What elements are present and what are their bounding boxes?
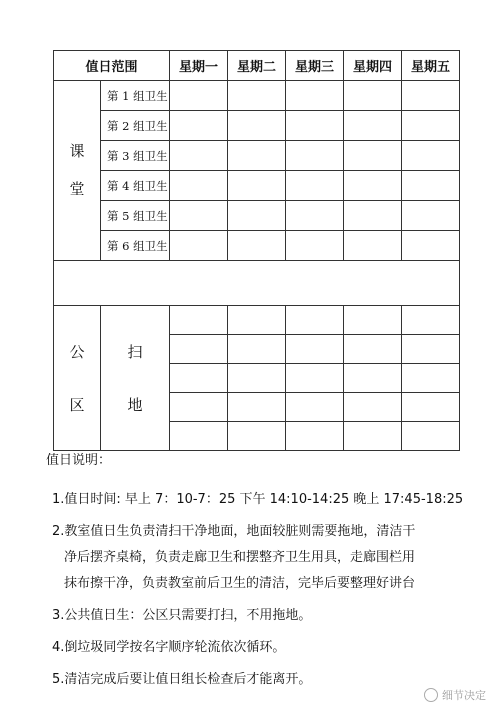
schedule-cell[interactable] [344, 422, 402, 451]
note-item [46, 603, 486, 629]
schedule-cell[interactable] [402, 81, 460, 111]
schedule-cell[interactable] [402, 111, 460, 141]
schedule-cell[interactable] [286, 335, 344, 364]
schedule-cell[interactable] [286, 306, 344, 335]
table-row [54, 306, 460, 335]
scope-header: 值日范围 [54, 51, 170, 81]
schedule-cell[interactable] [402, 171, 460, 201]
schedule-cell[interactable] [170, 422, 228, 451]
day-header-mon: 星期一 [170, 51, 228, 81]
public-area-label [54, 306, 101, 451]
schedule-cell[interactable] [228, 364, 286, 393]
schedule-cell[interactable] [228, 171, 286, 201]
note-item [46, 487, 486, 513]
table-row [54, 111, 460, 141]
table-row [54, 231, 460, 261]
table-header-row [54, 51, 460, 81]
day-header-fri: 星期五 [402, 51, 460, 81]
watermark-text: 细节决定 [442, 689, 486, 702]
blank-divider-row [54, 261, 460, 306]
schedule-cell[interactable] [402, 306, 460, 335]
note-line: 2.教室值日生负责清扫干净地面，地面较脏则需要拖地，清洁干 [52, 524, 416, 539]
schedule-cell[interactable] [286, 393, 344, 422]
schedule-cell[interactable] [344, 335, 402, 364]
sweep-label [101, 306, 170, 451]
schedule-cell[interactable] [286, 81, 344, 111]
note-line: 1.值日时间: 早上 7：10-7：25 下午 14:10-14:25 晚上 17:45-18:25 [52, 492, 464, 507]
schedule-cell[interactable] [344, 111, 402, 141]
schedule-cell[interactable] [228, 335, 286, 364]
day-header-wed: 星期三 [286, 51, 344, 81]
watermark [424, 687, 486, 703]
schedule-cell[interactable] [402, 335, 460, 364]
schedule-cell[interactable] [344, 231, 402, 261]
schedule-cell[interactable] [286, 141, 344, 171]
table-row [54, 171, 460, 201]
group-label: 第 1 组卫生 [101, 81, 170, 111]
schedule-cell[interactable] [228, 231, 286, 261]
schedule-cell[interactable] [344, 201, 402, 231]
schedule-cell[interactable] [170, 393, 228, 422]
schedule-cell[interactable] [402, 393, 460, 422]
schedule-cell[interactable] [170, 231, 228, 261]
day-header-tue: 星期二 [228, 51, 286, 81]
note-line: 净后摆齐桌椅，负责走廊卫生和摆整齐卫生用具，走廊围栏用 [64, 550, 416, 565]
schedule-cell[interactable] [170, 81, 228, 111]
duty-schedule-table [53, 50, 460, 451]
table-row [54, 201, 460, 231]
group-label: 第 3 组卫生 [101, 141, 170, 171]
note-item [46, 519, 486, 597]
note-line: 5.清洁完成后要让值日组长检查后才能离开。 [52, 672, 312, 687]
schedule-cell[interactable] [286, 231, 344, 261]
schedule-cell[interactable] [286, 171, 344, 201]
classroom-char-1: 课 [69, 142, 85, 160]
schedule-cell[interactable] [170, 306, 228, 335]
group-label: 第 4 组卫生 [101, 171, 170, 201]
note-line: 3.公共值日生：公区只需要打扫，不用拖地。 [52, 608, 312, 623]
watermark-logo-icon [424, 688, 438, 702]
schedule-cell[interactable] [228, 201, 286, 231]
schedule-cell[interactable] [170, 171, 228, 201]
duty-notes [46, 449, 486, 693]
schedule-cell[interactable] [170, 141, 228, 171]
sweep-char-2: 地 [127, 396, 143, 414]
group-label: 第 2 组卫生 [101, 111, 170, 141]
schedule-cell[interactable] [228, 141, 286, 171]
schedule-cell[interactable] [402, 422, 460, 451]
public-char-2: 区 [69, 396, 85, 414]
public-char-1: 公 [69, 343, 85, 361]
notes-heading: 值日说明： [46, 453, 112, 468]
schedule-cell[interactable] [170, 201, 228, 231]
note-item [46, 667, 486, 693]
schedule-cell[interactable] [228, 81, 286, 111]
schedule-cell[interactable] [286, 201, 344, 231]
schedule-cell[interactable] [286, 364, 344, 393]
group-label: 第 5 组卫生 [101, 201, 170, 231]
schedule-cell[interactable] [344, 393, 402, 422]
schedule-cell[interactable] [286, 111, 344, 141]
schedule-cell[interactable] [344, 306, 402, 335]
classroom-label [54, 81, 101, 261]
table-row [54, 81, 460, 111]
schedule-cell[interactable] [170, 364, 228, 393]
schedule-cell[interactable] [228, 306, 286, 335]
schedule-cell[interactable] [344, 364, 402, 393]
sweep-char-1: 扫 [127, 343, 143, 361]
day-header-thu: 星期四 [344, 51, 402, 81]
schedule-cell[interactable] [228, 422, 286, 451]
schedule-cell[interactable] [344, 81, 402, 111]
note-item [46, 635, 486, 661]
schedule-cell[interactable] [228, 393, 286, 422]
schedule-cell[interactable] [170, 335, 228, 364]
schedule-cell[interactable] [170, 111, 228, 141]
table-row [54, 141, 460, 171]
blank-cell [54, 261, 460, 306]
schedule-cell[interactable] [402, 231, 460, 261]
schedule-cell[interactable] [344, 171, 402, 201]
schedule-cell[interactable] [228, 111, 286, 141]
schedule-cell[interactable] [344, 141, 402, 171]
classroom-char-2: 堂 [69, 179, 85, 198]
group-label: 第 6 组卫生 [101, 231, 170, 261]
schedule-cell[interactable] [402, 364, 460, 393]
schedule-cell[interactable] [402, 201, 460, 231]
schedule-cell[interactable] [402, 141, 460, 171]
note-line: 4.倒垃圾同学按名字顺序轮流依次循环。 [52, 640, 286, 655]
note-line: 抹布擦干净，负责教室前后卫生的清洁，完毕后要整理好讲台 [64, 576, 416, 591]
schedule-cell[interactable] [286, 422, 344, 451]
